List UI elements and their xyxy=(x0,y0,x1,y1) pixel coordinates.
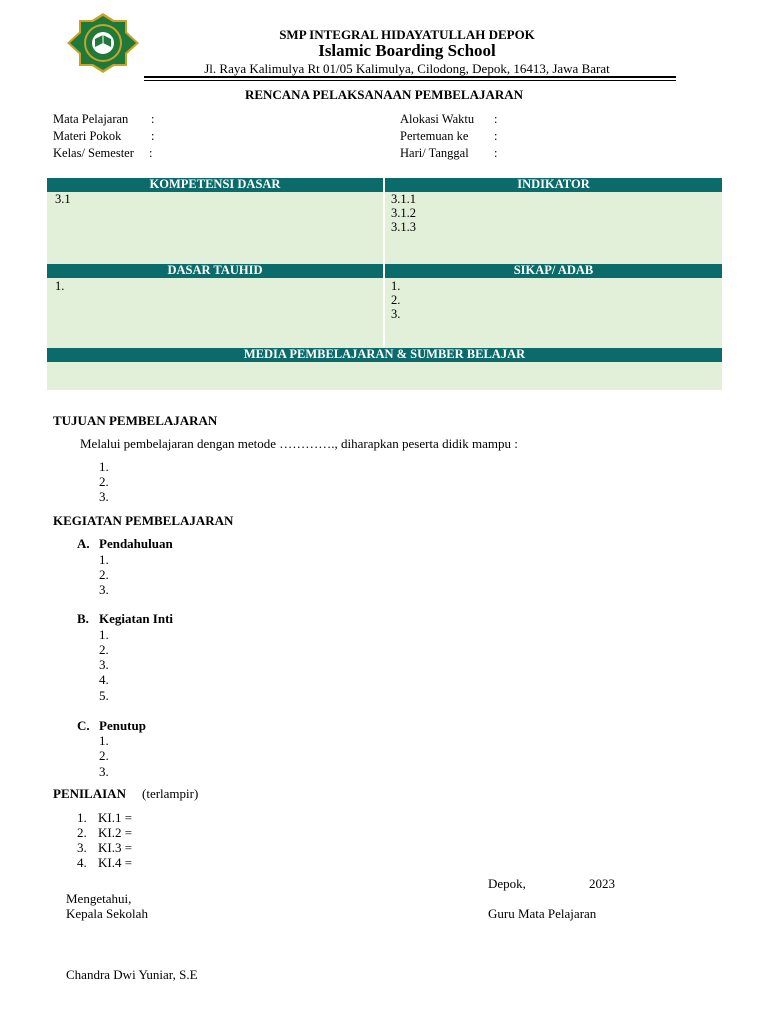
sikap-adab-header: SIKAP/ ADAB xyxy=(385,264,722,278)
tujuan-item: 3. xyxy=(99,489,109,504)
kegiatan-inti-item: 5. xyxy=(99,688,109,703)
section-penutup: Penutup xyxy=(99,718,146,733)
penilaian-num: 2. xyxy=(77,825,87,840)
indikator-item: 3.1.3 xyxy=(391,220,416,234)
meta-label-kelas-semester: Kelas/ Semester xyxy=(53,146,134,160)
section-kegiatan-inti: Kegiatan Inti xyxy=(99,611,174,626)
header-divider xyxy=(144,76,676,78)
sikap-adab-cell xyxy=(385,278,722,348)
sikap-adab-item: 2. xyxy=(391,293,401,307)
section-letter: C. xyxy=(77,718,90,733)
signature-kepala-sekolah: Kepala Sekolah xyxy=(66,906,148,921)
penilaian-num: 4. xyxy=(77,855,87,870)
kompetensi-dasar-cell xyxy=(47,192,383,264)
kegiatan-inti-item: 2. xyxy=(99,642,109,657)
indikator-header: INDIKATOR xyxy=(385,178,722,192)
media-sumber-cell xyxy=(47,362,722,390)
meta-sep: : xyxy=(151,112,155,126)
penilaian-item: KI.1 = xyxy=(98,810,133,825)
penilaian-num: 1. xyxy=(77,810,87,825)
kegiatan-inti-item: 4. xyxy=(99,672,109,687)
kegiatan-inti-item: 3. xyxy=(99,657,109,672)
indikator-item: 3.1.2 xyxy=(391,206,416,220)
penilaian-item: KI.2 = xyxy=(98,825,133,840)
tujuan-item: 2. xyxy=(99,474,109,489)
penilaian-title: PENILAIAN xyxy=(53,786,126,801)
document-title: RENCANA PELAKSANAAN PEMBELAJARAN xyxy=(244,87,524,102)
meta-label-materi-pokok: Materi Pokok xyxy=(53,129,122,143)
pendahuluan-item: 3. xyxy=(99,582,109,597)
meta-sep: : xyxy=(494,112,498,126)
penutup-item: 2. xyxy=(99,748,109,763)
school-name: SMP INTEGRAL HIDAYATULLAH DEPOK xyxy=(279,27,535,42)
section-pendahuluan: Pendahuluan xyxy=(99,536,173,551)
meta-label-alokasi-waktu: Alokasi Waktu xyxy=(400,112,475,126)
indikator-item: 3.1.1 xyxy=(391,192,416,206)
signature-place: Depok, xyxy=(488,876,526,891)
meta-sep: : xyxy=(151,129,155,143)
meta-sep: : xyxy=(494,129,498,143)
dasar-tauhid-cell xyxy=(47,278,383,348)
school-subtitle: Islamic Boarding School xyxy=(318,41,496,60)
section-letter: B. xyxy=(77,611,89,626)
tujuan-item: 1. xyxy=(99,459,109,474)
pendahuluan-item: 1. xyxy=(99,552,109,567)
header-divider-thin xyxy=(144,80,676,81)
penilaian-num: 3. xyxy=(77,840,87,855)
section-letter: A. xyxy=(77,536,90,551)
meta-label-mata-pelajaran: Mata Pelajaran xyxy=(53,112,129,126)
sikap-adab-item: 3. xyxy=(391,307,401,321)
meta-label-pertemuan-ke: Pertemuan ke xyxy=(400,129,469,143)
penutup-item: 3. xyxy=(99,764,109,779)
school-address: Jl. Raya Kalimulya Rt 01/05 Kalimulya, Cilodong, Depok, 16413, Jawa Barat xyxy=(204,61,610,76)
signature-name: Chandra Dwi Yuniar, S.E xyxy=(66,967,198,982)
kompetensi-dasar-header: KOMPETENSI DASAR xyxy=(47,178,383,192)
signature-guru: Guru Mata Pelajaran xyxy=(488,906,597,921)
meta-sep: : xyxy=(149,146,153,160)
kegiatan-inti-item: 1. xyxy=(99,627,109,642)
indikator-cell xyxy=(385,192,722,264)
dasar-tauhid-header: DASAR TAUHID xyxy=(47,264,383,278)
signature-year: 2023 xyxy=(589,876,615,891)
pendahuluan-item: 2. xyxy=(99,567,109,582)
penutup-item: 1. xyxy=(99,733,109,748)
tujuan-title: TUJUAN PEMBELAJARAN xyxy=(53,413,218,428)
meta-sep: : xyxy=(494,146,498,160)
penilaian-note: (terlampir) xyxy=(142,786,199,801)
kompetensi-item: 3.1 xyxy=(55,192,71,206)
penilaian-item: KI.3 = xyxy=(98,840,133,855)
penilaian-item: KI.4 = xyxy=(98,855,133,870)
kegiatan-title: KEGIATAN PEMBELAJARAN xyxy=(53,513,234,528)
dasar-tauhid-item: 1. xyxy=(55,279,65,293)
sikap-adab-item: 1. xyxy=(391,279,401,293)
meta-label-hari-tanggal: Hari/ Tanggal xyxy=(400,146,469,160)
media-sumber-header: MEDIA PEMBELAJARAN & SUMBER BELAJAR xyxy=(47,348,722,362)
tujuan-intro: Melalui pembelajaran dengan metode …………., diharapkan peserta didik mampu : xyxy=(80,436,518,451)
signature-mengetahui: Mengetahui, xyxy=(66,891,132,906)
